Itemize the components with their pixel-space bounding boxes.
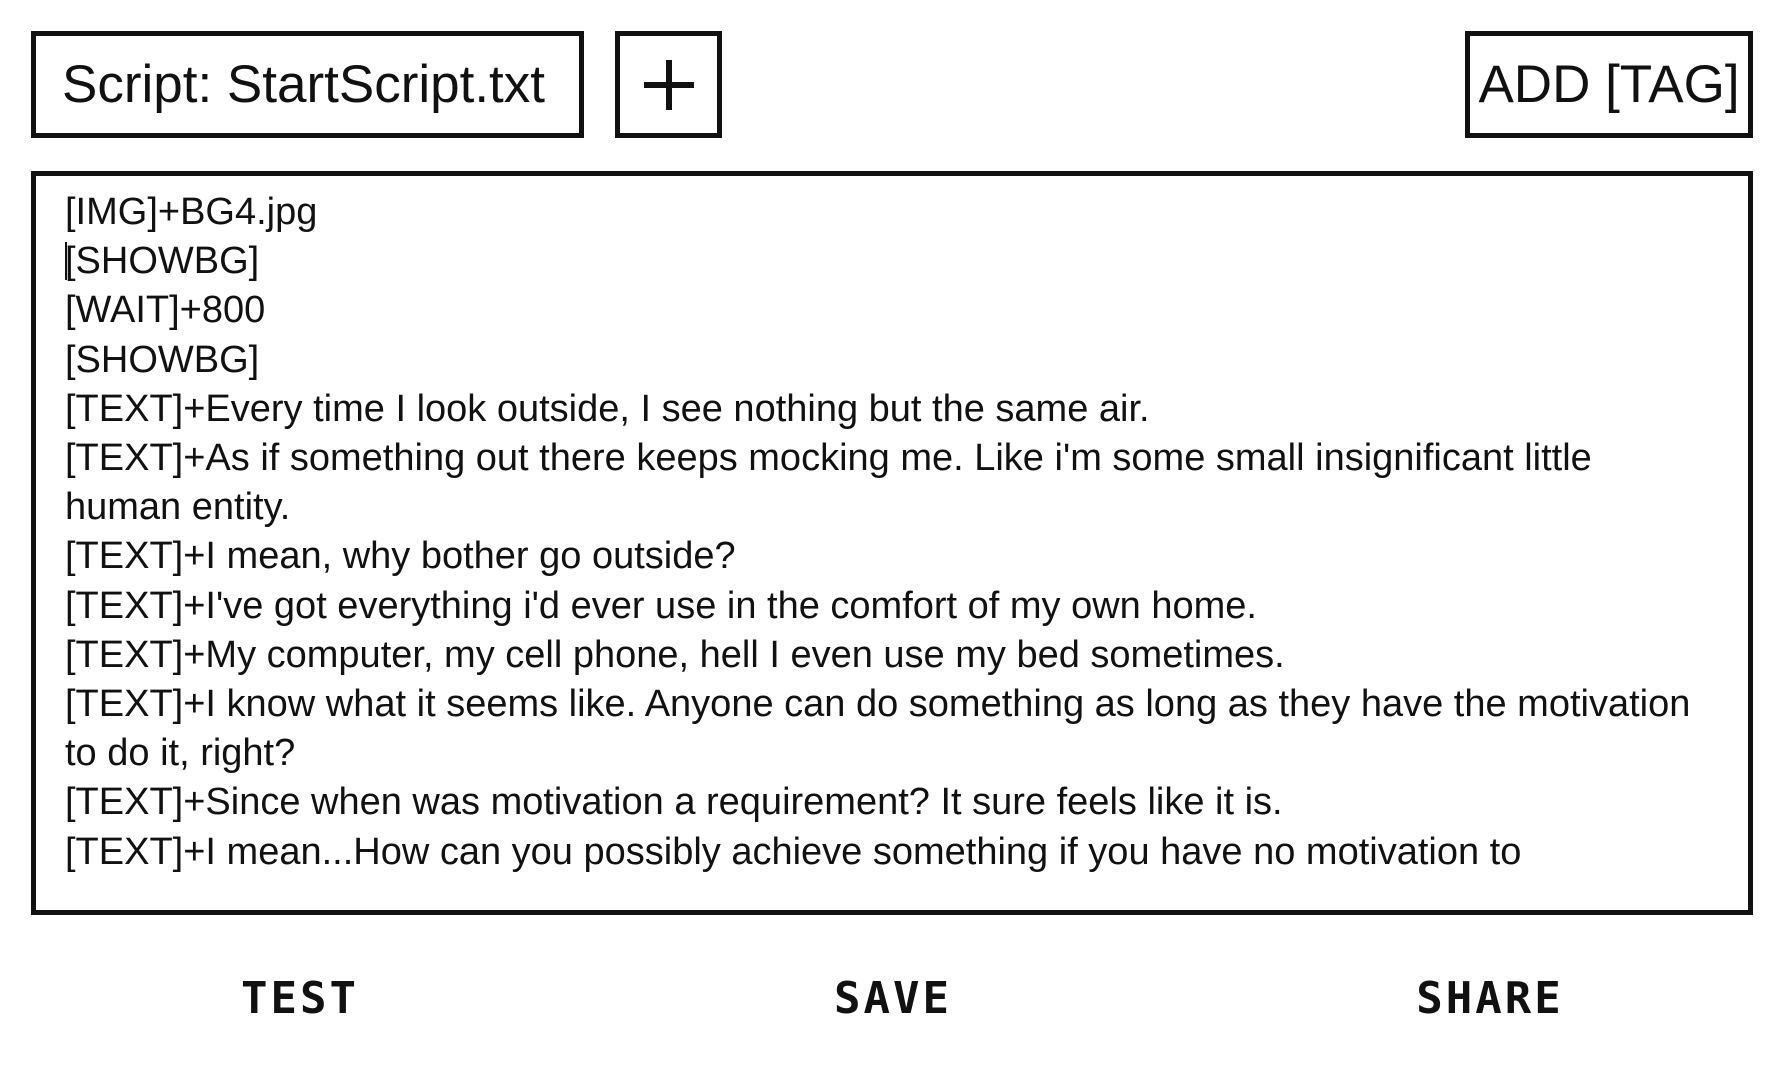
script-line-text: [SHOWBG] (65, 240, 260, 283)
script-line: [SHOWBG] (65, 338, 260, 381)
script-line: [TEXT]+My computer, my cell phone, hell I even use my bed sometimes. (65, 633, 1285, 676)
add-script-button[interactable] (615, 31, 722, 138)
add-tag-label: ADD [TAG] (1478, 55, 1740, 114)
script-line: [TEXT]+I've got everything i'd ever use in the comfort of my own home. (65, 584, 1257, 627)
share-button[interactable]: SHARE (1416, 972, 1564, 1024)
script-line: [TEXT]+I know what it seems like. Anyone can do something as long as they have the motivation to do it, right? (65, 683, 1701, 775)
plus-icon (642, 58, 696, 112)
script-line: [TEXT]+Since when was motivation a requirement? It sure feels like it is. (65, 781, 1283, 824)
script-line: [TEXT]+I mean, why bother go outside? (65, 535, 736, 578)
script-line: [TEXT]+I mean...How can you possibly achieve something if you have no motivation to (65, 830, 1522, 873)
test-button[interactable]: TEST (241, 972, 359, 1024)
script-line: [IMG]+BG4.jpg (65, 191, 318, 233)
script-line (65, 237, 1718, 286)
script-line: [TEXT]+Every time I look outside, I see nothing but the same air. (65, 387, 1150, 430)
script-line: [WAIT]+800 (65, 289, 266, 332)
script-name-selector[interactable] (31, 31, 584, 138)
save-button[interactable]: SAVE (834, 972, 952, 1024)
script-editor[interactable] (31, 171, 1753, 915)
add-tag-button[interactable] (1465, 31, 1753, 138)
script-line: [TEXT]+As if something out there keeps mocking me. Like i'm some small insignificant little human entity. (65, 437, 1603, 529)
script-name-label: Script: StartScript.txt (62, 55, 546, 114)
